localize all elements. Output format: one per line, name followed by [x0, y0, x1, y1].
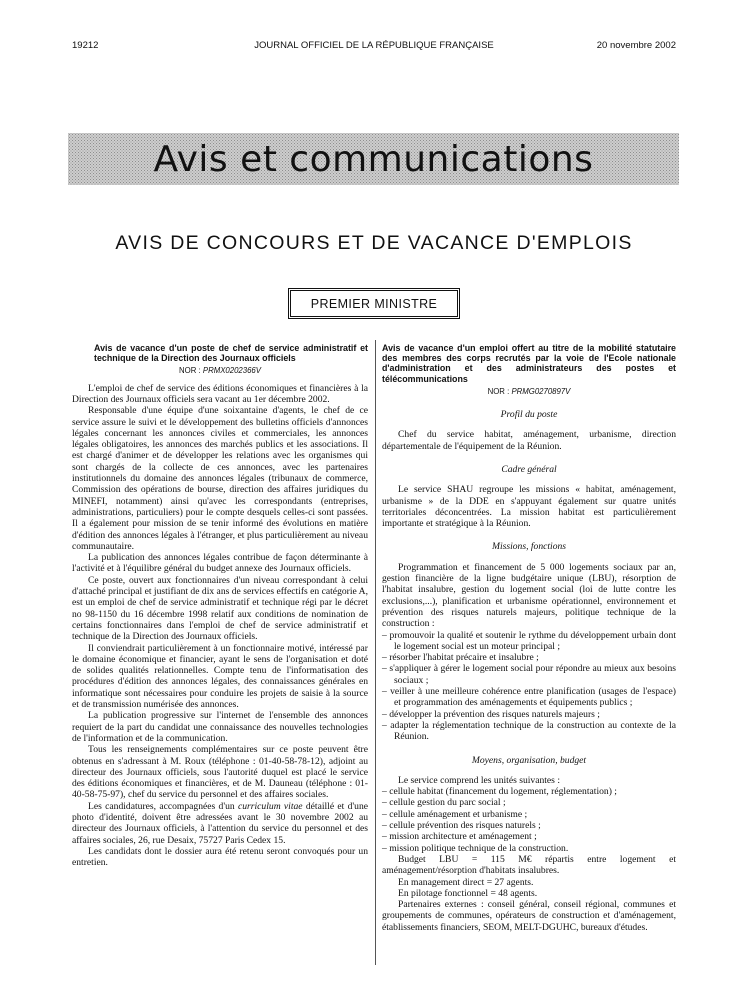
- issue-date: 20 novembre 2002: [596, 40, 676, 51]
- subheading-cadre: Cadre général: [501, 464, 557, 475]
- right-column: [382, 343, 676, 933]
- nor-code: PRMG0270897V: [511, 386, 571, 396]
- paragraph: Le service comprend les unités suivantes :: [398, 774, 560, 786]
- units-list: [382, 786, 676, 854]
- missions-list: [382, 630, 676, 743]
- paragraph: En pilotage fonctionnel = 48 agents.: [398, 887, 538, 899]
- paragraph: Ce poste, ouvert aux fonctionnaires d'un niveau correspondant à celui d'attaché principal et justifiant de dix ans de services effectifs en catégorie A, est un emploi de chef de service administratif et technique régi par le décret no 98-1150 du 16 décembre 1998 relatif aux conditions de nomination de certains fonctionnaires dans l'emploi de chef de service administratif et technique de la Direction des Journaux officiels.: [72, 574, 368, 643]
- paragraph: Partenaires externes : conseil général, conseil régional, communes et groupements de communes, opérateurs de construction et d'aménagement, établissements financiers, SEOM, MELT-DGUHC, bureaux d'études.: [382, 899, 676, 933]
- list-item: – cellule gestion du parc social ;: [382, 797, 676, 808]
- list-item: – adapter la réglementation technique de la construction au contexte de la Réunion.: [382, 720, 676, 743]
- paragraph: [72, 801, 368, 846]
- paragraph: Tous les renseignements complémentaires sur ce poste peuvent être obtenus en s'adressant à M. Roux (téléphone : 01-40-58-78-12), adjoint au directeur des Journaux officiels, sous l'autorité duquel est placé le service des éditions économiques et financières, et de M. Dauneau (téléphone : 01-40-58-75-97), chef du service du personnel et des affaires sociales.: [72, 744, 368, 801]
- journal-title: JOURNAL OFFICIEL DE LA RÉPUBLIQUE FRANÇAISE: [254, 40, 494, 51]
- paragraph: Les candidats dont le dossier aura été retenu seront convoqués pour un entretien.: [72, 845, 368, 869]
- list-item: – développer la prévention des risques naturels majeurs ;: [382, 709, 676, 720]
- paragraph: Budget LBU = 115 M€ répartis entre logement et aménagement/résorption d'habitats insalubres.: [382, 853, 676, 877]
- left-notice-title: Avis de vacance d'un poste de chef de service administratif et technique de la Direction des Journaux officiels: [94, 343, 368, 364]
- paragraph: Chef du service habitat, aménagement, urbanisme, direction départementale de l'équipement de la Réunion.: [382, 429, 676, 452]
- list-item: – cellule habitat (financement du logement, réglementation) ;: [382, 786, 676, 797]
- section-banner: [68, 133, 679, 185]
- paragraph: Il conviendrait particulièrement à un fonctionnaire motivé, intéressé par le domaine économique et financier, ayant le sens de l'organisation et doté de solides qualités relationnelles. Compte tenu de l'informatisation des procédures d'édition des annonces légales, des connaissances générales en informatique sont nécessaires pour conduire les projets de saisie à la source et de transmission numérisée des annonces.: [72, 642, 368, 711]
- text-segment: détaillé et d'une photo d'identité, doivent être adressées avant le 30 novembre 2002 au directeur des Journaux officiels, à l'attention du service du personnel et des affaires sociales, 26, rue Desaix, 75727 Paris Cedex 15.: [72, 800, 368, 846]
- list-item: – mission politique technique de la construction.: [382, 843, 676, 854]
- nor-code: PRMX0202366V: [202, 366, 261, 376]
- left-column: [72, 343, 368, 868]
- paragraph: Le service SHAU regroupe les missions « habitat, aménagement, urbanisme » de la DDE en s'appuyant également sur quatre unités territoriales déconcentrées. La mission habitat est particulièrement importante et stratégique à la Réunion.: [382, 484, 676, 530]
- column-divider: [375, 340, 376, 965]
- paragraph: En management direct = 27 agents.: [398, 876, 534, 888]
- list-item: – s'appliquer à gérer le logement social pour répondre au mieux aux besoins sociaux ;: [382, 663, 676, 686]
- subheading-moyens: Moyens, organisation, budget: [471, 754, 587, 766]
- paragraph: L'emploi de chef de service des éditions économiques et financières à la Direction des Journaux officiels sera vacant au 1er décembre 2002.: [72, 382, 368, 405]
- list-item: – veiller à une meilleure cohérence entre planification (usages de l'espace) et programmation des aménagements et équipements publics ;: [382, 686, 676, 709]
- left-nor: [72, 365, 368, 376]
- subheading-profil: Profil du poste: [500, 409, 558, 421]
- right-notice-title: Avis de vacance d'un emploi offert au titre de la mobilité statutaire des membres des corps recrutés par la voie de l'Ecole nationale d'administration et des administrateurs des postes et télécommunications: [382, 343, 676, 384]
- italic-term: curriculum vitae: [237, 800, 303, 812]
- paragraph: La publication progressive sur l'internet de l'ensemble des annonces requiert de la part du candidat une connaissance des nouvelles technologies de l'information et de la communication.: [72, 710, 368, 744]
- subheading-missions: Missions, fonctions: [491, 541, 567, 553]
- list-item: – résorber l'habitat précaire et insalubre ;: [382, 652, 676, 663]
- list-item: – mission architecture et aménagement ;: [382, 831, 676, 842]
- banner-title: Avis et communications: [153, 138, 594, 180]
- ministry-label: PREMIER MINISTRE: [310, 296, 438, 311]
- list-item: – promouvoir la qualité et soutenir le rythme du développement urbain dont le logement social est un moteur principal ;: [382, 630, 676, 653]
- ministry-box: [290, 290, 458, 317]
- nor-label: NOR :: [487, 386, 510, 396]
- page-number: 19212: [72, 40, 99, 51]
- text-segment: Les candidatures, accompagnées d'un: [88, 800, 238, 812]
- nor-label: NOR :: [179, 366, 201, 376]
- paragraph: La publication des annonces légales contribue de façon déterminante à l'activité et à l'équilibre général du budget annexe des Journaux officiels.: [72, 552, 368, 575]
- list-item: – cellule prévention des risques naturels ;: [382, 820, 676, 831]
- list-item: – cellule aménagement et urbanisme ;: [382, 809, 676, 820]
- section-title: AVIS DE CONCOURS ET DE VACANCE D'EMPLOIS: [115, 232, 633, 254]
- paragraph: Programmation et financement de 5 000 logements sociaux par an, gestion financière de la ligne budgétaire unique (LBU), résorption de l'habitat insalubre, gestion du logement social (loi de lutte contre les exclusions,...), planification et urbanisme opérationnel, environnement et prévention des risques naturels majeurs, politique technique de la construction :: [382, 561, 676, 630]
- right-nor: [382, 386, 676, 397]
- paragraph: Responsable d'une équipe d'une soixantaine d'agents, le chef de ce service assure le suivi et le développement des bulletins officiels d'annonces légales concernant les annonces civiles et commerciales, les annonces légales obligatoires, les annonces des marchés publics et les associations. Il est chargé d'animer et de développer les relations avec les organismes qui sont chargés de la collecte de ces annonces, avec les partenaires institutionnels du domaine des annonces légales (tribunaux de commerce, Commission des opérations de bourse, direction des affaires juridiques du MINEFI, notamment) ainsi qu'avec les correspondants (entreprises, administrations, particuliers) pour le compte desquels celles-ci sont passées. Il a également pour mission de se tenir informé des évolutions en matière d'édition des annonces légales à l'étranger, et plus particulièrement au niveau communautaire.: [72, 405, 368, 552]
